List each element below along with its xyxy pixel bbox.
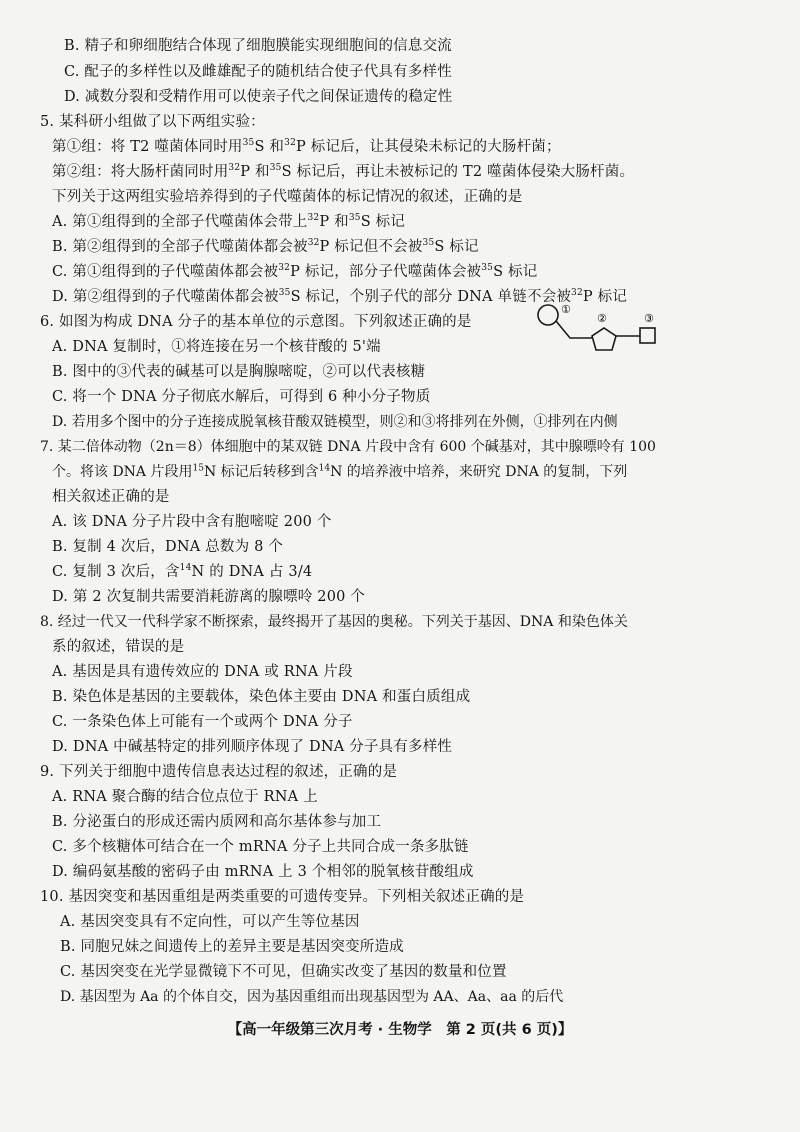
q5-c-sup-s: 35 <box>481 263 494 274</box>
q8-option-b: B. 染色体是基因的主要载体，染色体主要由 DNA 和蛋白质组成 <box>52 689 471 705</box>
q7-option-d: D. 第 2 次复制共需要消耗游离的腺嘌呤 200 个 <box>52 589 366 605</box>
q5-b-text-a: B. 第②组得到的全部子代噬菌体都会被 <box>52 239 308 255</box>
q8-option-a: A. 基因是具有遗传效应的 DNA 或 RNA 片段 <box>52 664 353 680</box>
q5-b-text-b: P 标记但不会被 <box>319 239 423 255</box>
q5-g2-text-b: P 和 <box>240 164 270 180</box>
q5-stem: 5. 某科研小组做了以下两组实验： <box>40 114 265 130</box>
nucleotide-diagram <box>534 300 674 358</box>
q5-g1-sup-p: 32 <box>284 138 296 149</box>
q4-option-c: C. 配子的多样性以及雌雄配子的随机结合使子代具有多样性 <box>64 64 452 80</box>
q9-option-c: C. 多个核糖体可结合在一个 mRNA 分子上共同合成一条多肽链 <box>52 839 469 855</box>
q10-option-b: B. 同胞兄妹之间遗传上的差异主要是基因突变所造成 <box>60 939 404 955</box>
q5-question: 下列关于这两组实验培养得到的子代噬菌体的标记情况的叙述，正确的是 <box>52 189 523 205</box>
q5-g2-sup-p: 32 <box>228 163 241 174</box>
q7-option-c <box>52 562 312 582</box>
q5-g1-sup-s: 35 <box>242 138 255 149</box>
q5-d-sup-s: 35 <box>278 288 291 299</box>
q5-c-text-b: P 标记，部分子代噬菌体会被 <box>290 264 482 280</box>
q7-l2-text-a: 个。将该 DNA 片段用 <box>52 464 193 480</box>
q5-b-sup-s: 35 <box>422 238 435 249</box>
q6-stem: 6. 如图为构成 DNA 分子的基本单位的示意图。下列叙述正确的是 <box>40 314 472 330</box>
q5-a-text-a: A. 第①组得到的全部子代噬菌体会带上 <box>52 214 308 230</box>
q5-d-sup-p: 32 <box>571 288 583 299</box>
label-1: ① <box>561 303 571 316</box>
q10-stem: 10. 基因突变和基因重组是两类重要的可遗传变异。下列相关叙述正确的是 <box>40 889 525 905</box>
q5-option-c <box>52 262 537 282</box>
q5-g2-text-a: 第②组：将大肠杆菌同时用 <box>52 164 229 180</box>
q5-group2 <box>52 162 634 182</box>
phosphate-circle <box>538 305 558 325</box>
q5-group1 <box>52 137 561 157</box>
q5-c-text-a: C. 第①组得到的子代噬菌体都会被 <box>52 264 279 280</box>
q7-stem-line3: 相关叙述正确的是 <box>52 489 170 505</box>
q8-stem-line1: 8. 经过一代又一代科学家不断探索，最终揭开了基因的奥秘。下列关于基因、DNA 和染色体关 <box>40 614 628 630</box>
q5-d-text-b: S 标记，个别子代的部分 DNA 单链不会被 <box>290 289 572 305</box>
q7-c-text-a: C. 复制 3 次后，含 <box>52 564 180 580</box>
q5-a-sup-p: 32 <box>307 213 320 224</box>
q5-option-b <box>52 237 479 257</box>
q7-sup-n14: 14 <box>318 463 331 474</box>
q5-c-sup-p: 32 <box>278 263 291 274</box>
q5-option-a <box>52 212 405 232</box>
q5-b-text-c: S 标记 <box>434 239 479 255</box>
q7-stem-line1: 7. 某二倍体动物（2n＝8）体细胞中的某双链 DNA 片段中含有 600 个碱基对，其中腺嘌呤有 100 <box>40 439 656 455</box>
q7-option-b: B. 复制 4 次后，DNA 总数为 8 个 <box>52 539 284 555</box>
q5-a-sup-s: 35 <box>348 213 361 224</box>
q7-c-text-b: N 的 DNA 占 3/4 <box>191 564 313 580</box>
q5-g2-sup-s: 35 <box>269 163 282 174</box>
phosphate-bond-line <box>556 321 592 338</box>
q6-option-c: C. 将一个 DNA 分子彻底水解后，可得到 6 种小分子物质 <box>52 389 431 405</box>
q6-option-b: B. 图中的③代表的碱基可以是胸腺嘧啶，②可以代表核糖 <box>52 364 426 380</box>
q5-g2-text-c: S 标记后，再让未被标记的 T2 噬菌体侵染大肠杆菌。 <box>281 164 635 180</box>
q10-option-d: D. 基因型为 Aa 的个体自交，因为基因重组而出现基因型为 AA、Aa、aa 的后代 <box>60 989 564 1005</box>
q6-option-a: A. DNA 复制时，①将连接在另一个核苷酸的 5'端 <box>52 339 381 355</box>
sugar-pentagon <box>592 328 616 350</box>
q9-option-d: D. 编码氨基酸的密码子由 mRNA 上 3 个相邻的脱氧核苷酸组成 <box>52 864 474 880</box>
q7-l2-text-c: N 的培养液中培养，来研究 DNA 的复制，下列 <box>330 464 628 480</box>
q10-option-a: A. 基因突变具有不定向性，可以产生等位基因 <box>60 914 360 930</box>
q6-option-d: D. 若用多个图中的分子连接成脱氧核苷酸双链模型，则②和③将排列在外侧，①排列在内侧 <box>52 414 618 430</box>
page-footer: 【高一年级第三次月考 · 生物学 第 2 页(共 6 页)】 <box>227 1022 573 1038</box>
q5-g1-text-c: P 标记后，让其侵染未标记的大肠杆菌； <box>296 139 561 155</box>
q5-d-text-a: D. 第②组得到的子代噬菌体都会被 <box>52 289 279 305</box>
q9-stem: 9. 下列关于细胞中遗传信息表达过程的叙述，正确的是 <box>40 764 398 780</box>
label-2: ② <box>597 312 607 325</box>
q5-c-text-c: S 标记 <box>493 264 538 280</box>
q8-stem-line2: 系的叙述，错误的是 <box>52 639 185 655</box>
label-3: ③ <box>644 312 654 325</box>
q7-stem-line2 <box>52 462 627 482</box>
q9-option-b: B. 分泌蛋白的形成还需内质网和高尔基体参与加工 <box>52 814 382 830</box>
q7-option-a: A. 该 DNA 分子片段中含有胞嘧啶 200 个 <box>52 514 332 530</box>
q8-option-d: D. DNA 中碱基特定的排列顺序体现了 DNA 分子具有多样性 <box>52 739 453 755</box>
q7-sup-n15: 15 <box>192 463 204 474</box>
q5-b-sup-p: 32 <box>307 238 320 249</box>
base-square <box>640 328 655 343</box>
q5-d-text-c: P 标记 <box>582 289 628 305</box>
q8-option-c: C. 一条染色体上可能有一个或两个 DNA 分子 <box>52 714 353 730</box>
q4-option-d: D. 减数分裂和受精作用可以使亲子代之间保证遗传的稳定性 <box>64 89 453 105</box>
q5-g1-text-b: S 和 <box>254 139 285 155</box>
q9-option-a: A. RNA 聚合酶的结合位点位于 RNA 上 <box>52 789 318 805</box>
q4-option-b: B. 精子和卵细胞结合体现了细胞膜能实现细胞间的信息交流 <box>64 38 452 54</box>
q7-l2-text-b: N 标记后转移到含 <box>203 464 319 480</box>
q5-a-text-c: S 标记 <box>360 214 406 230</box>
q5-g1-text-a: 第①组：将 T2 噬菌体同时用 <box>52 139 243 155</box>
q5-a-text-b: P 和 <box>319 214 349 230</box>
q10-option-c: C. 基因突变在光学显微镜下不可见，但确实改变了基因的数量和位置 <box>60 964 507 980</box>
q7-c-sup-n14: 14 <box>179 563 192 574</box>
